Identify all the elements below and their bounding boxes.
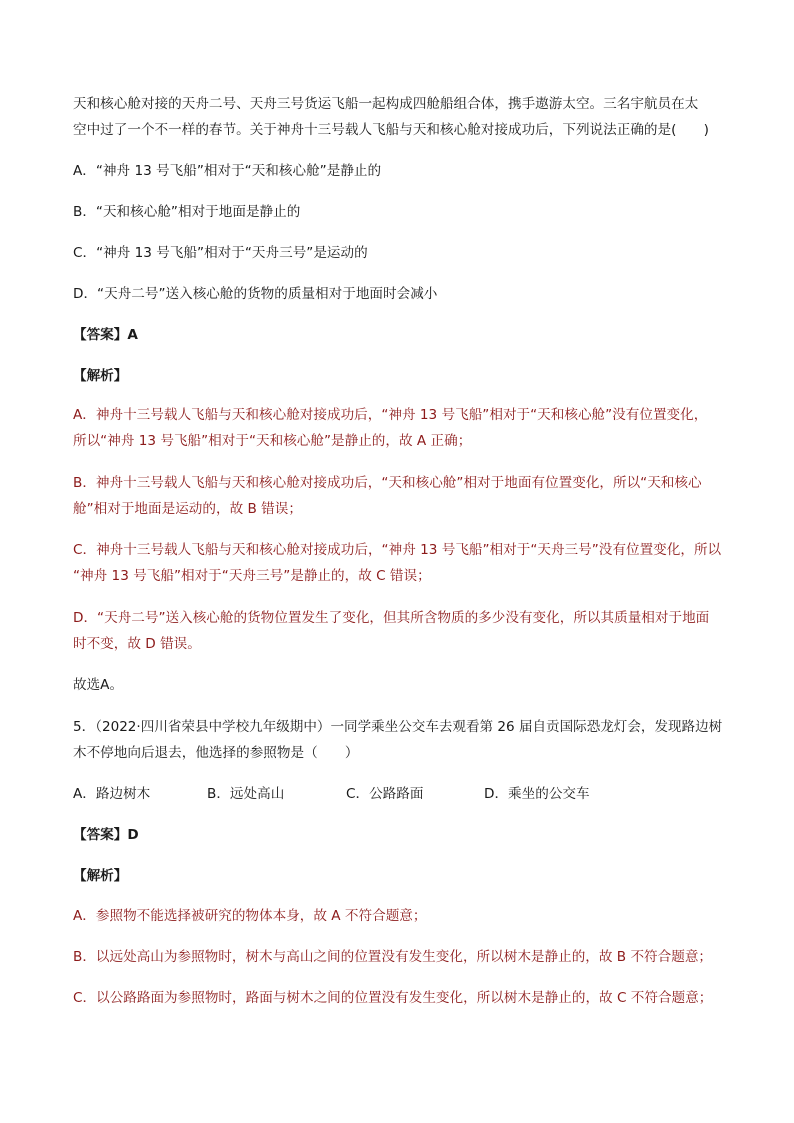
- q4-analysis-line: B．神舟十三号载人飞船与天和核心舱对接成功后，“天和核心舱”相对于地面有位置变化，所以“天和核心: [73, 475, 702, 491]
- q4-analysis-line: 时不变，故 D 错误。: [73, 636, 201, 652]
- q4-analysis-line: D．“天舟二号”送入核心舱的货物位置发生了变化，但其所含物质的多少没有变化，所以其质量相对于地面: [73, 610, 710, 626]
- q4-conclusion: 故选A。: [73, 677, 124, 693]
- q5-analysis-title: 【解析】: [73, 868, 128, 884]
- q5-option-b: B．远处高山: [207, 786, 285, 802]
- q4-analysis-line: C．神舟十三号载人飞船与天和核心舱对接成功后，“神舟 13 号飞船”相对于“天舟三号”没有位置变化，所以: [73, 542, 722, 558]
- q4-analysis-line: “神舟 13 号飞船”相对于“天舟三号”是静止的，故 C 错误；: [73, 568, 431, 584]
- q5-option-d: D．乘坐的公交车: [484, 786, 590, 802]
- q4-analysis-title: 【解析】: [73, 368, 128, 384]
- q4-option-a: A．“神舟 13 号飞船”相对于“天和核心舱”是静止的: [73, 163, 382, 179]
- q5-option-c: C．公路路面: [346, 786, 424, 802]
- q5-answer: 【答案】D: [73, 827, 139, 843]
- q4-stem-line-1: 天和核心舱对接的天舟二号、天舟三号货运飞船一起构成四舱船组合体，携手遨游太空。三名宇航员在太: [73, 96, 699, 112]
- q5-analysis-line: C．以公路路面为参照物时，路面与树木之间的位置没有发生变化，所以树木是静止的，故 C 不符合题意；: [73, 990, 713, 1006]
- q4-analysis-line: 舱”相对于地面是运动的，故 B 错误；: [73, 501, 302, 517]
- q4-stem-line-2: 空中过了一个不一样的春节。关于神舟十三号载人飞船与天和核心舱对接成功后，下列说法正确的是( ): [73, 122, 709, 138]
- q5-analysis-line: B．以远处高山为参照物时，树木与高山之间的位置没有发生变化，所以树木是静止的，故 B 不符合题意；: [73, 949, 713, 965]
- q5-option-a: A．路边树木: [73, 786, 151, 802]
- q4-answer: 【答案】A: [73, 327, 138, 343]
- q4-option-c: C．“神舟 13 号飞船”相对于“天舟三号”是运动的: [73, 245, 368, 261]
- q4-analysis-line: A．神舟十三号载人飞船与天和核心舱对接成功后，“神舟 13 号飞船”相对于“天和核心舱”没有位置变化，: [73, 407, 708, 423]
- q4-analysis-line: 所以“神舟 13 号飞船”相对于“天和核心舱”是静止的，故 A 正确；: [73, 433, 472, 449]
- q5-stem-line-1: 5．（2022·四川省荣县中学校九年级期中）一同学乘坐公交车去观看第 26 届自贡国际恐龙灯会，发现路边树: [73, 719, 723, 735]
- q5-analysis-line: A．参照物不能选择被研究的物体本身，故 A 不符合题意；: [73, 908, 427, 924]
- q4-option-b: B．“天和核心舱”相对于地面是静止的: [73, 204, 301, 220]
- q5-stem-line-2: 木不停地向后退去，他选择的参照物是（ ）: [73, 745, 359, 761]
- q4-option-d: D．“天舟二号”送入核心舱的货物的质量相对于地面时会减小: [73, 286, 438, 302]
